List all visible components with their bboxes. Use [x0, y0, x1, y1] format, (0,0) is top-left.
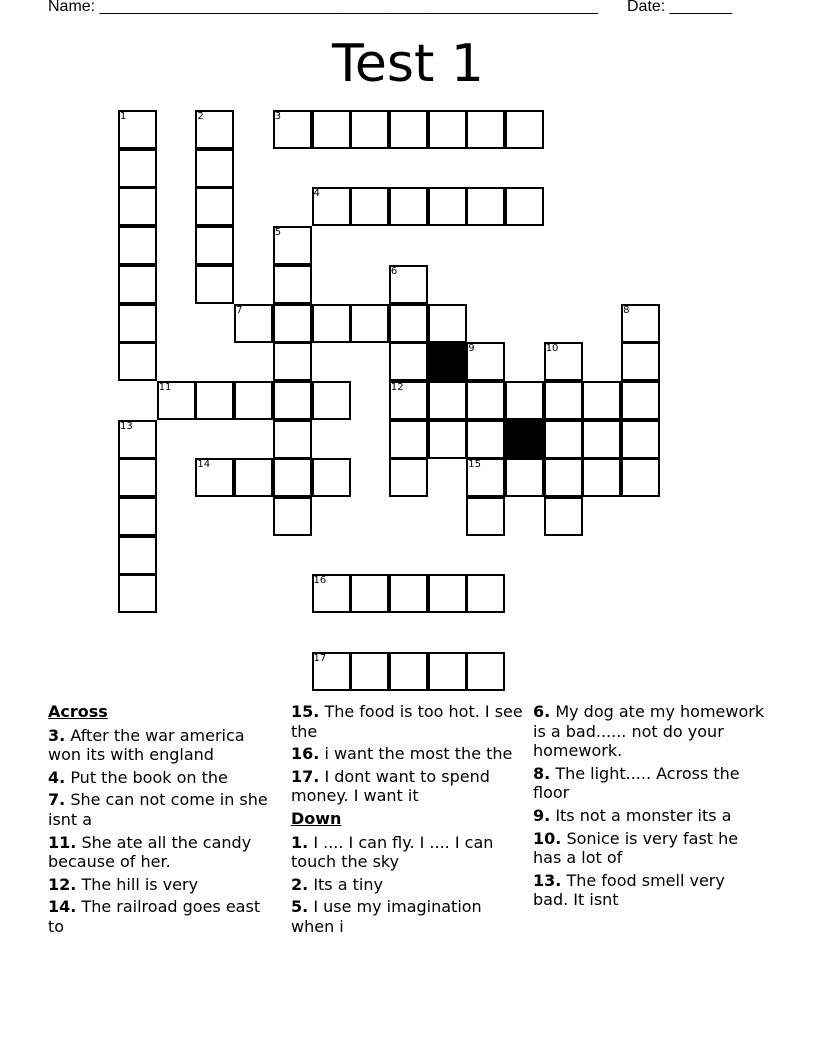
crossword-cell[interactable] [505, 381, 544, 420]
clue-number: 7. [48, 790, 66, 810]
crossword-block-cell [505, 420, 544, 459]
crossword-cell[interactable] [389, 342, 428, 381]
clue-text: Its a tiny [313, 874, 383, 894]
crossword-cell[interactable] [505, 187, 544, 226]
crossword-cell[interactable] [118, 304, 157, 343]
crossword-cell[interactable] [544, 497, 583, 536]
clue-text: She can not come in she isnt a [48, 790, 268, 829]
crossword-cell[interactable] [195, 149, 234, 188]
crossword-cell[interactable] [312, 304, 351, 343]
crossword-cell[interactable] [544, 420, 583, 459]
cell-number: 6 [390, 265, 398, 277]
crossword-block-cell [428, 342, 467, 381]
clue [533, 829, 765, 868]
crossword-cell[interactable] [389, 187, 428, 226]
clue [48, 897, 280, 936]
clue-text: i want the most the the [324, 744, 513, 764]
clue-text: The hill is very [81, 874, 199, 894]
crossword-cell[interactable] [118, 149, 157, 188]
cell-number: 12 [390, 381, 404, 393]
clues-column-1 [48, 702, 280, 940]
clue [48, 833, 280, 872]
crossword-cell[interactable] [118, 187, 157, 226]
crossword-cell[interactable] [505, 110, 544, 149]
crossword-cell[interactable] [350, 574, 389, 613]
crossword-cell[interactable] [312, 458, 351, 497]
crossword-cell[interactable] [389, 304, 428, 343]
crossword-cell[interactable] [428, 304, 467, 343]
crossword-cell[interactable] [350, 110, 389, 149]
crossword-cell[interactable] [428, 381, 467, 420]
crossword-cell[interactable] [389, 420, 428, 459]
crossword-cell[interactable] [621, 420, 660, 459]
cell-number: 9 [468, 343, 475, 355]
clue-number: 12. [48, 874, 77, 894]
clue-number: 16. [291, 744, 320, 764]
cell-number: 4 [313, 188, 320, 200]
crossword-cell[interactable] [118, 226, 157, 265]
clue-number: 3. [48, 725, 66, 745]
crossword-cell[interactable] [273, 497, 312, 536]
clue-number: 11. [48, 832, 77, 852]
page-title: Test 1 [331, 34, 484, 94]
crossword-cell[interactable] [273, 458, 312, 497]
clue-number: 1. [291, 832, 309, 852]
clue-text: I use my imagination when i [291, 897, 482, 936]
clue-text: She ate all the candy because of her. [48, 832, 252, 872]
clue-text: The railroad goes east to [48, 897, 261, 936]
crossword-cell[interactable] [428, 652, 467, 691]
crossword-cell[interactable] [544, 381, 583, 420]
clue-text: The food smell very bad. It isnt [533, 870, 725, 910]
crossword-cell[interactable] [621, 381, 660, 420]
clue-number: 4. [48, 767, 66, 787]
crossword-cell[interactable] [466, 110, 505, 149]
clue-text: Put the book on the [70, 767, 228, 787]
clue-number: 17. [291, 766, 320, 786]
crossword-cell[interactable] [466, 574, 505, 613]
crossword-cell[interactable] [312, 381, 351, 420]
crossword-cell[interactable] [350, 187, 389, 226]
clue-number: 8. [533, 763, 551, 783]
clue [291, 833, 527, 872]
crossword-cell[interactable] [389, 574, 428, 613]
crossword-cell[interactable] [195, 381, 234, 420]
crossword-cell[interactable] [428, 420, 467, 459]
cell-number: 15 [468, 459, 482, 471]
crossword-cell[interactable] [118, 342, 157, 381]
clue-text: Sonice is very fast he has a lot of [533, 828, 739, 868]
crossword-cell[interactable] [273, 304, 312, 343]
date-field-label: Date: _______ [627, 0, 732, 15]
crossword-cell[interactable] [582, 381, 621, 420]
name-field-label: Name: ________________________________________________________ [48, 0, 598, 15]
clue-text: My dog ate my homework is a bad...... not do your homework. [533, 702, 765, 761]
clue-number: 14. [48, 897, 77, 917]
crossword-cell[interactable] [505, 458, 544, 497]
clue-number: 5. [291, 897, 309, 917]
clue [291, 875, 527, 895]
crossword-cell[interactable] [466, 497, 505, 536]
clue-number: 9. [533, 805, 551, 825]
clue-number: 2. [291, 874, 309, 894]
crossword-cell[interactable] [428, 110, 467, 149]
crossword-cell[interactable] [466, 187, 505, 226]
clue [48, 768, 280, 788]
clue-text: I dont want to spend money. I want it [291, 766, 490, 806]
crossword-cell[interactable] [273, 381, 312, 420]
crossword-cell[interactable] [118, 458, 157, 497]
crossword-cell[interactable] [273, 342, 312, 381]
clue-number: 13. [533, 870, 562, 890]
crossword-cell[interactable] [428, 574, 467, 613]
crossword-cell[interactable] [582, 420, 621, 459]
clue-number: 10. [533, 828, 562, 848]
crossword-cell[interactable] [466, 652, 505, 691]
clue-number: 6. [533, 702, 551, 721]
crossword-cell[interactable] [389, 110, 428, 149]
crossword-cell[interactable] [273, 265, 312, 304]
clues-column-3 [533, 702, 765, 913]
crossword-cell[interactable] [389, 652, 428, 691]
clue [291, 744, 527, 764]
crossword-cell[interactable] [118, 497, 157, 536]
cell-number: 3 [274, 111, 282, 122]
crossword-cell[interactable] [118, 265, 157, 304]
clue [48, 790, 280, 829]
crossword-cell[interactable] [195, 187, 234, 226]
clue-text: After the war america won its with england [48, 725, 245, 765]
cell-number: 13 [120, 420, 133, 432]
clue-number: 15. [291, 702, 320, 721]
cell-number: 8 [623, 304, 630, 316]
crossword-cell[interactable] [466, 381, 505, 420]
clue [533, 702, 765, 761]
cell-number: 16 [313, 575, 327, 587]
down-heading: Down [291, 808, 342, 828]
crossword-cell[interactable] [350, 304, 389, 343]
cell-number: 14 [197, 459, 211, 471]
clue [291, 767, 527, 806]
crossword-cell[interactable] [195, 226, 234, 265]
crossword-cell[interactable] [544, 458, 583, 497]
crossword-cell[interactable] [621, 342, 660, 381]
crossword-cell[interactable] [350, 652, 389, 691]
cell-number: 1 [120, 111, 127, 122]
clue [48, 726, 280, 765]
clue [291, 897, 527, 936]
cell-number: 7 [236, 304, 243, 316]
clue-text: Its not a monster its a [555, 805, 732, 825]
crossword-cell[interactable] [466, 420, 505, 459]
crossword-cell[interactable] [118, 574, 157, 613]
crossword-cell[interactable] [312, 110, 351, 149]
cell-number: 10 [545, 343, 559, 355]
crossword-cell[interactable] [428, 187, 467, 226]
crossword-cell[interactable] [234, 381, 273, 420]
clue [291, 702, 527, 741]
cell-number: 5 [274, 227, 282, 239]
cell-number: 11 [158, 381, 172, 393]
crossword-cell[interactable] [273, 420, 312, 459]
across-heading: Across [48, 702, 108, 721]
clue [533, 764, 765, 803]
clue [533, 871, 765, 910]
cell-number: 17 [313, 652, 327, 664]
crossword-cell[interactable] [582, 458, 621, 497]
crossword-cell[interactable] [195, 265, 234, 304]
crossword-cell[interactable] [118, 536, 157, 575]
clues-column-2 [291, 702, 527, 940]
crossword-cell[interactable] [621, 458, 660, 497]
clue [48, 875, 280, 895]
clue-text: The food is too hot. I see the [291, 702, 523, 741]
clue-text: I .... I can fly. I .... I can touch the sky [291, 832, 494, 872]
clue [533, 806, 765, 826]
cell-number: 2 [197, 111, 204, 122]
crossword-cell[interactable] [234, 458, 273, 497]
crossword-cell[interactable] [389, 458, 428, 497]
clue-text: The light..... Across the floor [533, 763, 740, 803]
